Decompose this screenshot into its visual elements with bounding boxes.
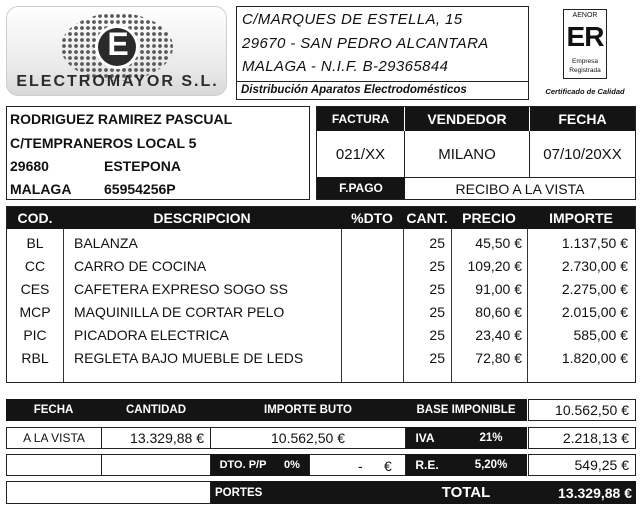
- header-cod: COD.: [17, 210, 53, 226]
- fecha-label: FECHA: [530, 107, 635, 131]
- table-row: [7, 255, 637, 278]
- row-precio: 45,50 €: [475, 235, 522, 251]
- header-dto: %DTO: [351, 210, 393, 226]
- factura-number: 021/XX: [317, 131, 405, 177]
- row-precio: 91,00 €: [475, 281, 522, 297]
- totals-header: [6, 399, 527, 421]
- header-importe: IMPORTE: [549, 210, 613, 226]
- line-items-table: [6, 206, 636, 383]
- row-precio: 109,20 €: [467, 258, 522, 274]
- row-cant: 25: [429, 304, 445, 320]
- customer-box: [6, 106, 310, 200]
- totals-total-value: 13.329,88 €: [558, 484, 632, 501]
- table-row: [7, 324, 637, 347]
- row-cod: CC: [24, 258, 46, 274]
- totals-fecha-label: FECHA: [33, 404, 74, 416]
- aenor-badge-sub2: Registrada: [569, 67, 601, 74]
- aenor-badge: [563, 9, 607, 79]
- customer-zip: 29680: [10, 158, 49, 174]
- factura-label: FACTURA: [317, 107, 404, 131]
- totals-importe-buto-value: 10.562,50 €: [210, 427, 406, 449]
- totals-portes-label: PORTES: [215, 486, 263, 499]
- company-activity: Distribución Aparatos Electrodomésticos: [241, 84, 467, 96]
- row-cod: CES: [20, 281, 50, 297]
- header-desc: DESCRIPCION: [153, 210, 251, 226]
- fpago-label: F.PAGO: [317, 177, 405, 199]
- row-precio: 23,40 €: [475, 327, 522, 343]
- row-desc: PICADORA ELECTRICA: [74, 327, 229, 343]
- totals-dto-dash: -: [358, 458, 363, 474]
- company-address-line1: C/MARQUES DE ESTELLA, 15: [242, 11, 463, 28]
- totals-iva-label: IVA: [415, 431, 435, 445]
- customer-province: MALAGA: [10, 181, 72, 197]
- row-cod: RBL: [21, 350, 49, 366]
- invoice-date: 07/10/20XX: [543, 145, 622, 163]
- row-precio: 80,60 €: [475, 304, 522, 320]
- header-precio: PRECIO: [462, 210, 516, 226]
- totals-empty-cell: [6, 454, 102, 476]
- totals-empty-cell: [101, 454, 211, 476]
- row-importe: 1.137,50 €: [561, 235, 628, 251]
- table-header: [7, 207, 635, 229]
- row-cant: 25: [429, 281, 445, 297]
- aenor-badge-mark: ER: [566, 21, 604, 52]
- table-row: [7, 232, 637, 255]
- totals-re-value: 549,25 €: [528, 454, 636, 476]
- row-importe: 2.015,00 €: [561, 304, 628, 320]
- table-row: [7, 347, 637, 370]
- company-logo: [6, 6, 227, 96]
- table-row: [7, 278, 637, 301]
- row-importe: 585,00 €: [573, 327, 628, 343]
- company-address-box: [236, 6, 529, 100]
- totals-cantidad-label: CANTIDAD: [125, 404, 187, 416]
- row-precio: 72,80 €: [475, 350, 522, 366]
- totals-total-label: TOTAL: [441, 484, 491, 501]
- company-address-line2: 29670 - SAN PEDRO ALCANTARA: [242, 35, 489, 52]
- totals-iva-block: [406, 427, 527, 449]
- totals-re-pct: 5,20%: [474, 459, 508, 471]
- logo-company-name: ELECTROMAYOR S.L.: [16, 73, 219, 90]
- logo-letter: E: [107, 26, 129, 62]
- row-desc: MAQUINILLA DE CORTAR PELO: [74, 304, 285, 320]
- row-cod: MCP: [19, 304, 51, 320]
- certification-caption: Certificado de Calidad: [545, 87, 625, 96]
- totals-iva-pct: 21%: [479, 432, 503, 444]
- row-cant: 25: [429, 258, 445, 274]
- totals-dto-pct: 0%: [284, 459, 300, 471]
- row-importe: 1.820,00 €: [561, 350, 628, 366]
- customer-city: ESTEPONA: [104, 158, 182, 174]
- totals-re-block: [406, 454, 527, 476]
- row-cod: PIC: [23, 327, 47, 343]
- totals-dto-value: [309, 454, 406, 476]
- totals-footer: [211, 481, 636, 504]
- aenor-badge-title: AENOR: [572, 12, 598, 19]
- header-cant: CANT.: [406, 210, 448, 226]
- row-cod: BL: [26, 235, 44, 251]
- row-cant: 25: [429, 327, 445, 343]
- customer-phone: 65954256P: [104, 181, 176, 197]
- customer-street: C/TEMPRANEROS LOCAL 5: [10, 135, 197, 151]
- aenor-badge-sub1: Empresa: [571, 58, 598, 65]
- totals-dto-euro: €: [384, 458, 392, 474]
- invoice-meta-box: [316, 106, 636, 200]
- customer-name: RODRIGUEZ RAMIREZ PASCUAL: [10, 111, 233, 127]
- vendedor-name: MILANO: [405, 131, 530, 177]
- totals-dto-block: [211, 454, 309, 476]
- totals-importe-buto-label: IMPORTE BUTO: [264, 404, 352, 416]
- row-cant: 25: [429, 350, 445, 366]
- table-row: [7, 301, 637, 324]
- row-desc: REGLETA BAJO MUEBLE DE LEDS: [74, 350, 304, 366]
- row-importe: 2.275,00 €: [561, 281, 628, 297]
- totals-dto-label: DTO. P/P: [219, 459, 267, 471]
- totals-cantidad-value: 13.329,88 €: [101, 427, 211, 449]
- company-address-line3: MALAGA - N.I.F. B-29365844: [242, 58, 449, 75]
- row-desc: CARRO DE COCINA: [74, 258, 207, 274]
- totals-base-value: 10.562,50 €: [528, 399, 636, 421]
- totals-portes-value: [98, 481, 211, 504]
- totals-base-label: BASE IMPONIBLE: [416, 404, 516, 416]
- totals-iva-value: 2.218,13 €: [528, 427, 636, 449]
- totals-fecha-value: A LA VISTA: [6, 427, 102, 449]
- row-cant: 25: [429, 235, 445, 251]
- totals-re-label: R.E.: [415, 458, 439, 472]
- row-importe: 2.730,00 €: [561, 258, 628, 274]
- row-desc: CAFETERA EXPRESO SOGO SS: [74, 281, 288, 297]
- vendedor-label: VENDEDOR: [405, 107, 529, 131]
- fpago-value: RECIBO A LA VISTA: [405, 177, 635, 199]
- row-desc: BALANZA: [74, 235, 138, 251]
